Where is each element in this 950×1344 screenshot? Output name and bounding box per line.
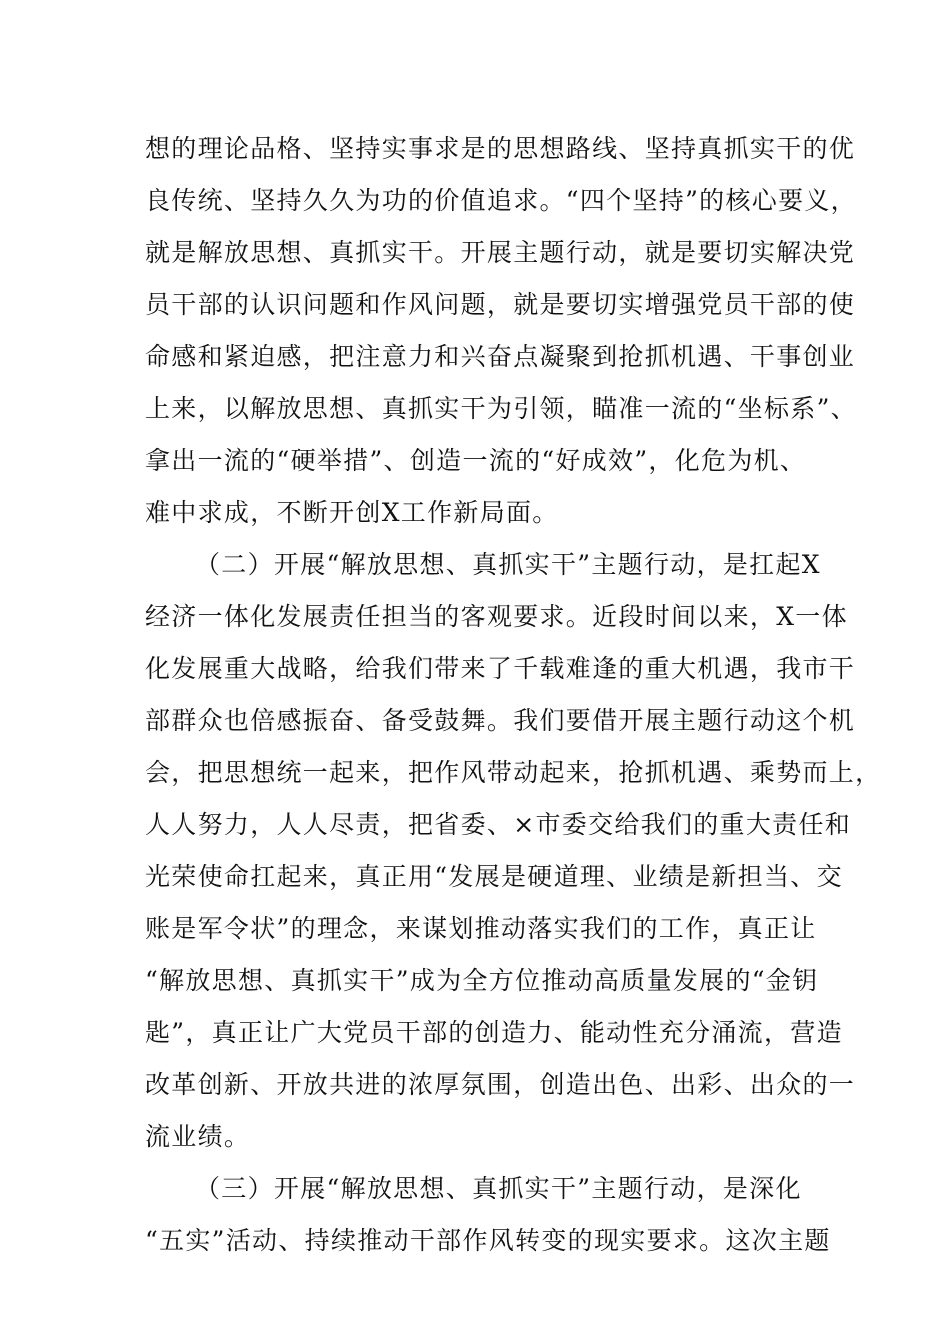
text-line: 改革创新、开放共进的浓厚氛围，创造出色、出彩、出众的一: [145, 1070, 856, 1099]
text-line: 命感和紧迫感，把注意力和兴奋点凝聚到抢抓机遇、干事创业: [145, 342, 856, 371]
text-line: 员干部的认识问题和作风问题，就是要切实增强党员干部的使: [145, 290, 856, 319]
text-line: 光荣使命扛起来，真正用“发展是硬道理、业绩是新担当、交: [145, 862, 843, 891]
text-line: 匙”，真正让广大党员干部的创造力、能动性充分涌流，营造: [145, 1018, 843, 1047]
text-line: 就是解放思想、真抓实干。开展主题行动，就是要切实解决党: [145, 238, 856, 267]
text-line: “解放思想、真抓实干”成为全方位推动高质量发展的“金钥: [145, 966, 819, 995]
text-line: 部群众也倍感振奋、备受鼓舞。我们要借开展主题行动这个机: [145, 706, 856, 735]
text-line: “五实”活动、持续推动干部作风转变的现实要求。这次主题: [145, 1226, 831, 1255]
text-line: 账是军令状”的理念，来谋划推动落实我们的工作，真正让: [145, 914, 817, 943]
text-line: 化发展重大战略，给我们带来了千载难逢的重大机遇，我市干: [145, 654, 856, 683]
text-line: 流业绩。: [145, 1122, 251, 1151]
text-line: 人人努力，人人尽责，把省委、×市委交给我们的重大责任和: [145, 810, 852, 839]
text-line: 良传统、坚持久久为功的价值追求。“四个坚持”的核心要义，: [145, 186, 857, 215]
text-line: （二）开展“解放思想、真抓实干”主题行动，是扛起X: [195, 550, 821, 579]
text-line: 想的理论品格、坚持实事求是的思想路线、坚持真抓实干的优: [145, 134, 856, 163]
text-line: 上来，以解放思想、真抓实干为引领，瞄准一流的“坐标系”、: [145, 394, 857, 423]
text-line: 拿出一流的“硬举措”、创造一流的“好成效”，化危为机、: [145, 446, 807, 475]
text-line: 经济一体化发展责任担当的客观要求。近段时间以来，X一体: [145, 602, 848, 631]
text-line: 难中求成，不断开创X工作新局面。: [145, 498, 559, 527]
text-line: 会，把思想统一起来，把作风带动起来，抢抓机遇、乘势而上，: [145, 758, 882, 787]
text-line: （三）开展“解放思想、真抓实干”主题行动，是深化: [195, 1174, 802, 1203]
